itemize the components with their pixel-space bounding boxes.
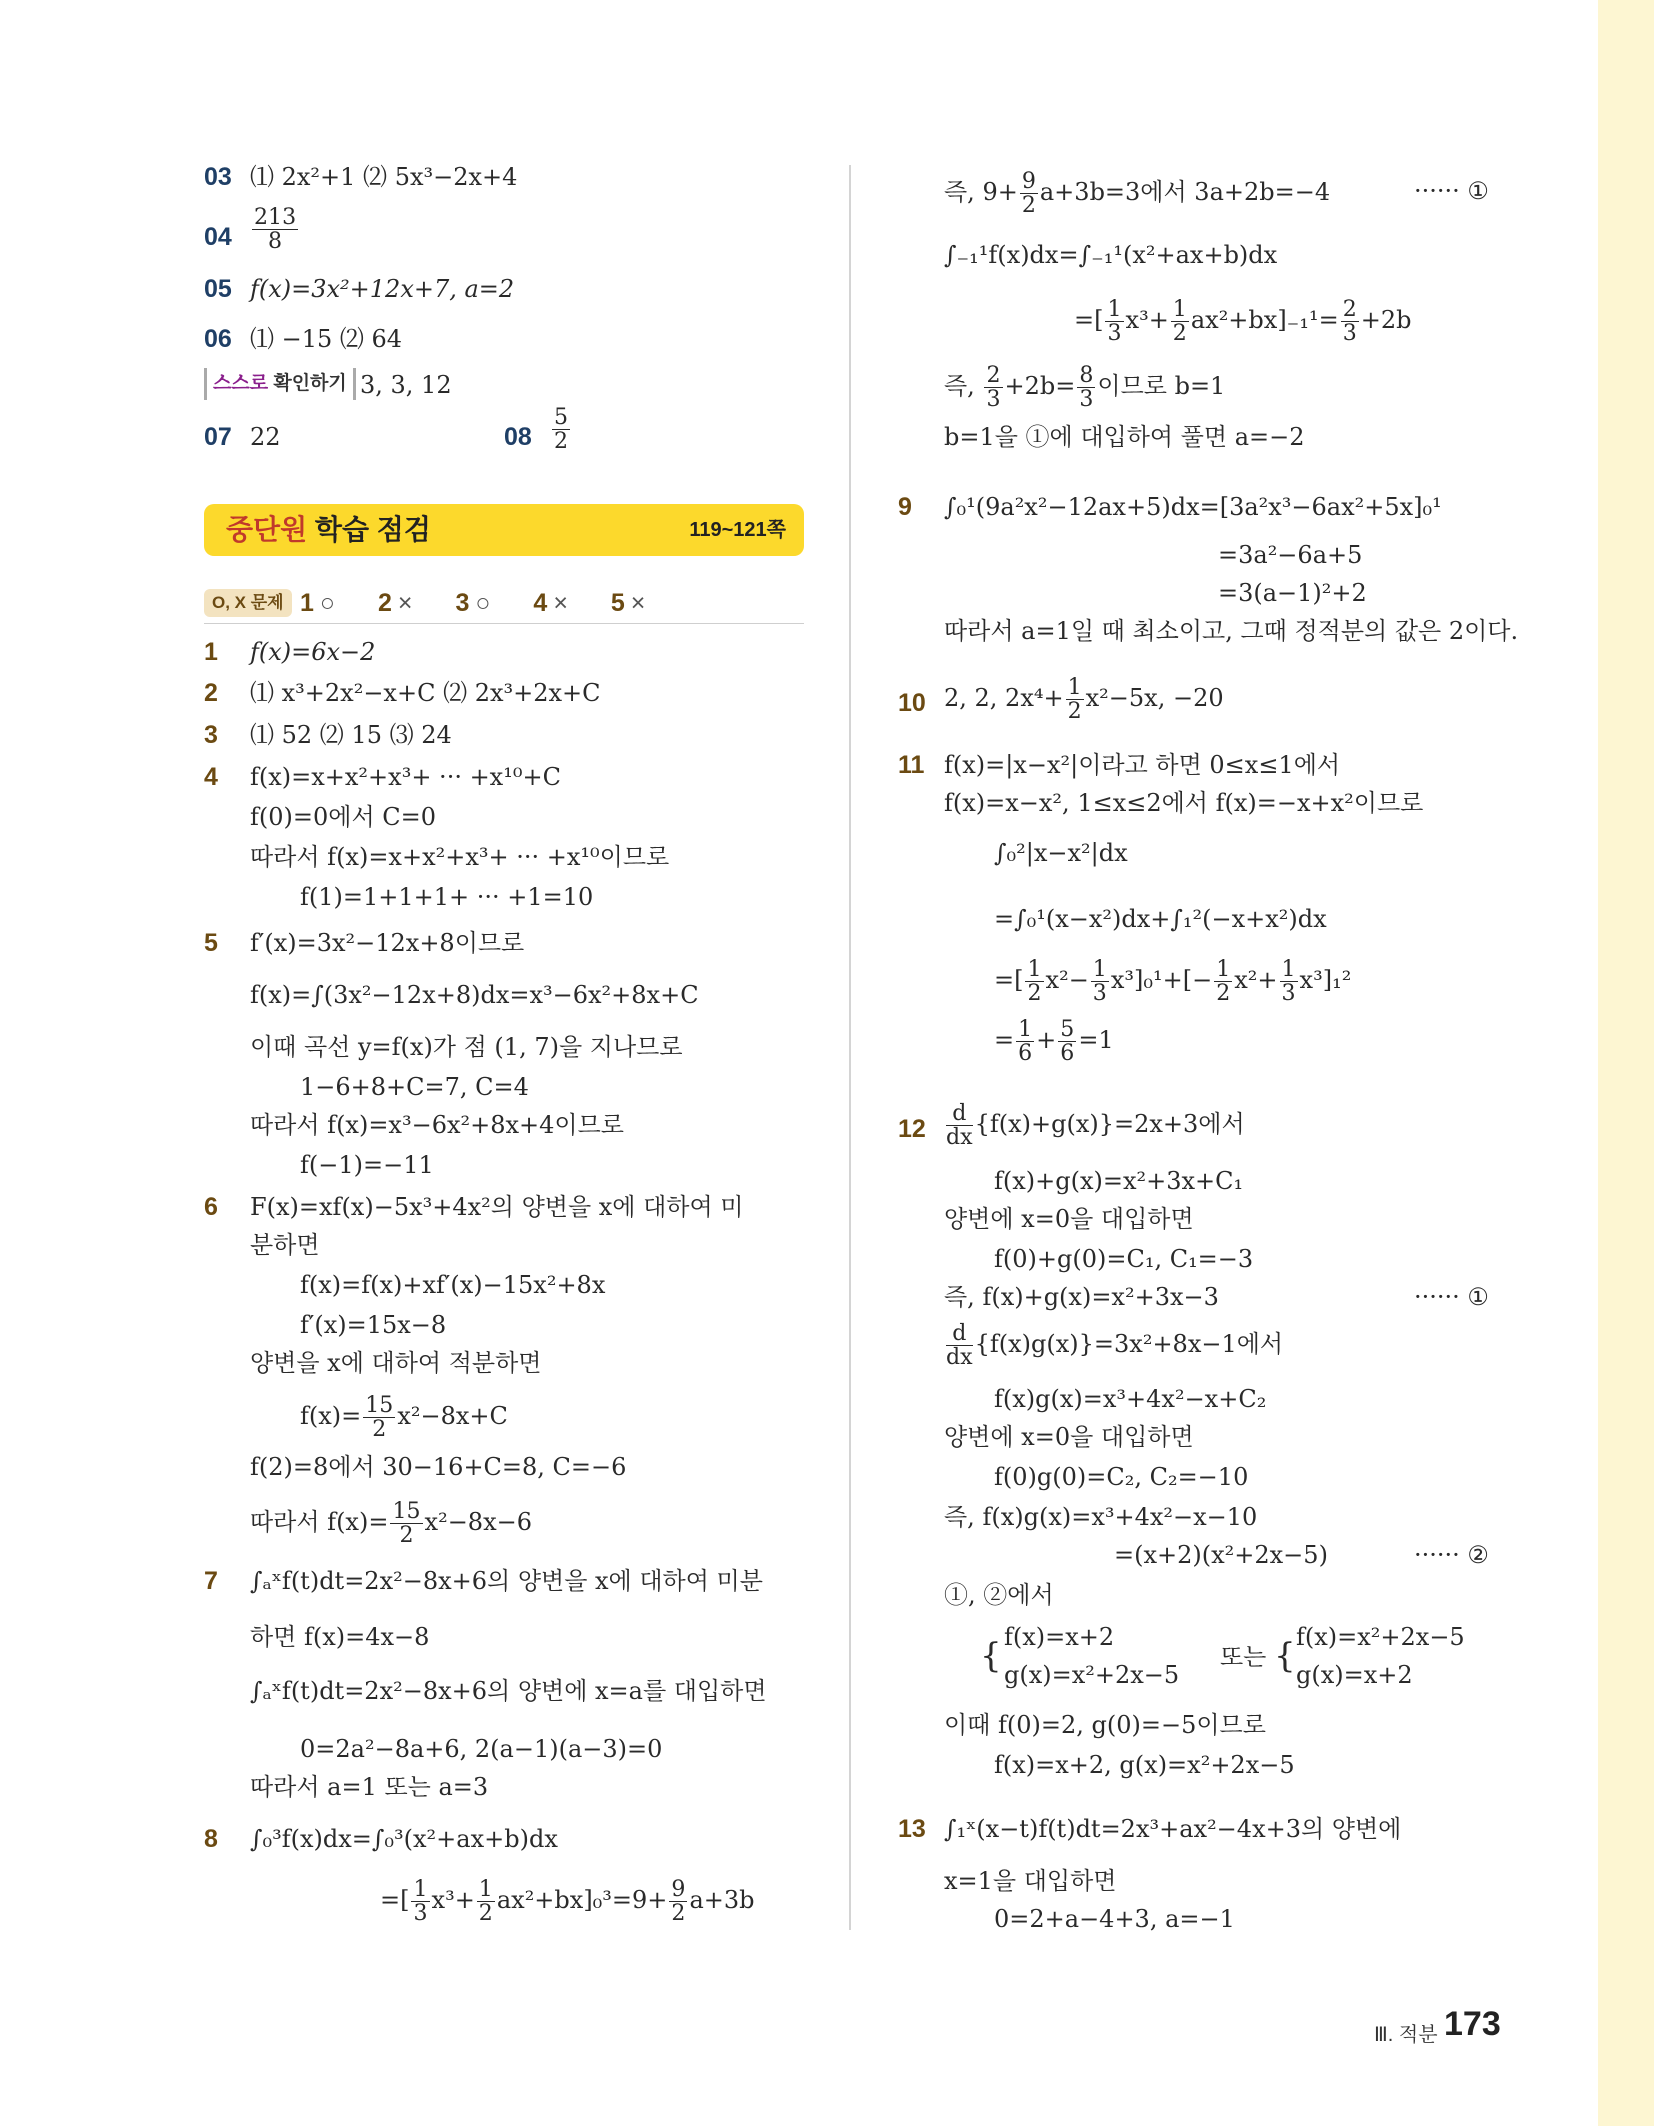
solution-line: x=1을 대입하면 xyxy=(944,1867,1117,1895)
or-label: 또는 xyxy=(1220,1643,1267,1671)
brace-left: { xyxy=(980,1636,1002,1676)
solution-line: f(0)g(0)=C₂, C₂=−10 xyxy=(994,1463,1249,1491)
problem-number: 4 xyxy=(204,763,218,791)
solution-line: 0=2a²−8a+6, 2(a−1)(a−3)=0 xyxy=(300,1735,663,1763)
equation-marker: ······ ② xyxy=(1414,1541,1489,1569)
answer-fraction: $\frac{213}{8}$ xyxy=(254,205,297,255)
answer-text: f(x)=3x²+12x+7, a=2 xyxy=(250,275,515,303)
problem-number: 13 xyxy=(898,1815,926,1843)
solution-line: $\frac{d}{dx}$ {f(x)+g(x)}=2x+3에서 xyxy=(946,1101,1245,1151)
solution-line: =[ $\frac{1}{3}$ x³+ $\frac{1}{2}$ ax²+bx]₋₁¹= $\frac{2}{3}$ +2b xyxy=(1074,297,1412,347)
problem-number: 6 xyxy=(204,1193,218,1221)
solution-line: f(x)=∫(3x²−12x+8)dx=x³−6x²+8x+C xyxy=(250,981,699,1009)
answer-number: 04 xyxy=(204,223,232,251)
solution-line: 0=2+a−4+3, a=−1 xyxy=(994,1905,1235,1933)
problem-number: 7 xyxy=(204,1567,218,1595)
ox-tag: O, X 문제 xyxy=(204,589,292,617)
solution-line: 이때 f(0)=2, g(0)=−5이므로 xyxy=(944,1711,1266,1739)
ox-item: 3 ○ xyxy=(455,589,491,617)
ox-question-row xyxy=(204,587,804,624)
problem-number: 12 xyxy=(898,1115,926,1143)
solution-line: =(x+2)(x²+2x−5) xyxy=(1114,1541,1328,1569)
problem-number: 2 xyxy=(204,679,218,707)
solution-line: f(x)+g(x)=x²+3x+C₁ xyxy=(994,1167,1244,1195)
ox-answers xyxy=(300,587,681,619)
solution-line: ⑴ 52 ⑵ 15 ⑶ 24 xyxy=(250,721,452,749)
answer-number: 06 xyxy=(204,325,232,353)
column-divider xyxy=(849,165,851,1930)
solution-line: 1−6+8+C=7, C=4 xyxy=(300,1073,529,1101)
solution-line: b=1을 ①에 대입하여 풀면 a=−2 xyxy=(944,423,1305,451)
problem-number: 9 xyxy=(898,493,912,521)
solution-line: f(0)+g(0)=C₁, C₁=−3 xyxy=(994,1245,1254,1273)
system-line: f(x)=x+2 xyxy=(1004,1623,1115,1651)
section-title: 중단원 학습 점검 xyxy=(226,514,431,545)
solution-line: ∫₋₁¹f(x)dx=∫₋₁¹(x²+ax+b)dx xyxy=(944,241,1278,269)
solution-line: f(x)=6x−2 xyxy=(250,638,376,666)
self-check-label: 스스로 확인하기 xyxy=(204,368,356,400)
solution-line: f(1)=1+1+1+ ··· +1=10 xyxy=(300,883,594,911)
solution-line: ①, ②에서 xyxy=(944,1581,1054,1609)
solution-line: 양변에 x=0을 대입하면 xyxy=(944,1423,1194,1451)
solution-line: ∫ₐˣf(t)dt=2x²−8x+6의 양변을 x에 대하여 미분 xyxy=(250,1567,763,1595)
equation-marker: ······ ① xyxy=(1414,177,1489,205)
ox-item: 4 × xyxy=(533,589,568,617)
solution-line: 2, 2, 2x⁴+ $\frac{1}{2}$ x²−5x, −20 xyxy=(944,675,1224,725)
solution-line: 분하면 xyxy=(250,1231,320,1259)
section-pages: 119~121쪽 xyxy=(689,519,786,541)
solution-line: f′(x)=15x−8 xyxy=(300,1311,447,1339)
solution-line: f(x)g(x)=x³+4x²−x+C₂ xyxy=(994,1385,1267,1413)
solution-line: f(x)=f(x)+xf′(x)−15x²+8x xyxy=(300,1271,606,1299)
section-banner xyxy=(204,504,804,556)
solution-line: ∫ₐˣf(t)dt=2x²−8x+6의 양변에 x=a를 대입하면 xyxy=(250,1677,767,1705)
solution-line: 즉, $\frac{2}{3}$ +2b= $\frac{8}{3}$ 이므로 b=1 xyxy=(944,363,1226,413)
side-margin-strip xyxy=(1598,0,1654,2126)
answer-text: ⑴ −15 ⑵ 64 xyxy=(250,325,403,353)
solution-line: ∫₀²|x−x²|dx xyxy=(994,839,1128,867)
answer-number: 03 xyxy=(204,163,232,191)
problem-number: 5 xyxy=(204,929,218,957)
solution-line: =3(a−1)²+2 xyxy=(1218,579,1367,607)
self-check-answer: 3, 3, 12 xyxy=(360,371,452,399)
answer-number: 08 xyxy=(504,423,532,451)
solution-line: 따라서 a=1 또는 a=3 xyxy=(250,1773,489,1801)
solution-line: ∫₀¹(9a²x²−12ax+5)dx=[3a²x³−6ax²+5x]₀¹ xyxy=(944,493,1442,521)
solution-line: f(x)=x+2, g(x)=x²+2x−5 xyxy=(994,1751,1295,1779)
problem-number: 1 xyxy=(204,638,218,666)
solution-line: 하면 f(x)=4x−8 xyxy=(250,1623,430,1651)
solution-line: 즉, 9+ $\frac{9}{2}$ a+3b=3에서 3a+2b=−4 xyxy=(944,169,1331,219)
solution-line: =[ $\frac{1}{2}$ x²− $\frac{1}{3}$ x³]₀¹+[− $\frac{1}{2}$ x²+ $\frac{1}{3}$ x³]₁² xyxy=(994,957,1352,1007)
solution-line: =[ $\frac{1}{3}$ x³+ $\frac{1}{2}$ ax²+bx]₀³=9+ $\frac{9}{2}$ a+3b xyxy=(380,1877,755,1927)
answer-text: 22 xyxy=(250,423,281,451)
solution-line: f(−1)=−11 xyxy=(300,1151,434,1179)
system-line: g(x)=x+2 xyxy=(1296,1661,1413,1689)
solution-line: ∫₀³f(x)dx=∫₀³(x²+ax+b)dx xyxy=(250,1825,558,1853)
system-line: g(x)=x²+2x−5 xyxy=(1004,1661,1180,1689)
answer-text: ⑴ 2x²+1 ⑵ 5x³−2x+4 xyxy=(250,163,518,191)
problem-number: 3 xyxy=(204,721,218,749)
solution-line: =∫₀¹(x−x²)dx+∫₁²(−x+x²)dx xyxy=(994,905,1327,933)
solution-line: F(x)=xf(x)−5x³+4x²의 양변을 x에 대하여 미 xyxy=(250,1193,744,1221)
footer-section: Ⅲ. 적분 xyxy=(1374,2024,1438,2046)
solution-line: f′(x)=3x²−12x+8이므로 xyxy=(250,929,525,957)
solution-line: 양변에 x=0을 대입하면 xyxy=(944,1205,1194,1233)
answer-number: 05 xyxy=(204,275,232,303)
solution-line: f(2)=8에서 30−16+C=8, C=−6 xyxy=(250,1453,627,1481)
brace-right: { xyxy=(1274,1636,1296,1676)
solution-line: 즉, f(x)+g(x)=x²+3x−3 xyxy=(944,1283,1219,1311)
ox-item: 2 × xyxy=(377,589,413,617)
answer-number: 07 xyxy=(204,423,232,451)
problem-number: 8 xyxy=(204,1825,218,1853)
answer-fraction: $\frac{5}{2}$ xyxy=(554,405,569,455)
page-number: 173 xyxy=(1444,2005,1501,2043)
problem-number: 11 xyxy=(898,751,925,779)
solution-line: 따라서 f(x)=x+x²+x³+ ··· +x¹⁰이므로 xyxy=(250,843,670,871)
solution-line: f(x)=x−x², 1≤x≤2에서 f(x)=−x+x²이므로 xyxy=(944,789,1424,817)
solution-line: 따라서 f(x)= $\frac{15}{2}$ x²−8x−6 xyxy=(250,1499,532,1549)
ox-item: 5 × xyxy=(610,589,646,617)
solution-line: 즉, f(x)g(x)=x³+4x²−x−10 xyxy=(944,1503,1258,1531)
solution-line: ⑴ x³+2x²−x+C ⑵ 2x³+2x+C xyxy=(250,679,601,707)
ox-item: 1 ○ xyxy=(300,589,336,617)
solution-line: 따라서 a=1일 때 최소이고, 그때 정적분의 값은 2이다. xyxy=(944,617,1519,645)
solution-line: f(x)= $\frac{15}{2}$ x²−8x+C xyxy=(300,1393,508,1443)
solution-line: = $\frac{1}{6}$ + $\frac{5}{6}$ =1 xyxy=(994,1017,1114,1067)
solution-line: ∫₁ˣ(x−t)f(t)dt=2x³+ax²−4x+3의 양변에 xyxy=(944,1815,1402,1843)
solution-line: f(x)=x+x²+x³+ ··· +x¹⁰+C xyxy=(250,763,561,791)
solution-line: f(0)=0에서 C=0 xyxy=(250,803,436,831)
solution-line: =3a²−6a+5 xyxy=(1218,541,1363,569)
solution-line: 양변을 x에 대하여 적분하면 xyxy=(250,1349,542,1377)
equation-marker: ······ ① xyxy=(1414,1283,1489,1311)
solution-line: f(x)=|x−x²|이라고 하면 0≤x≤1에서 xyxy=(944,751,1341,779)
system-line: f(x)=x²+2x−5 xyxy=(1296,1623,1465,1651)
problem-number: 10 xyxy=(898,689,926,717)
solution-line: $\frac{d}{dx}$ {f(x)g(x)}=3x²+8x−1에서 xyxy=(946,1321,1284,1371)
solution-line: 따라서 f(x)=x³−6x²+8x+4이므로 xyxy=(250,1111,624,1139)
solution-line: 이때 곡선 y=f(x)가 점 (1, 7)을 지나므로 xyxy=(250,1033,683,1061)
